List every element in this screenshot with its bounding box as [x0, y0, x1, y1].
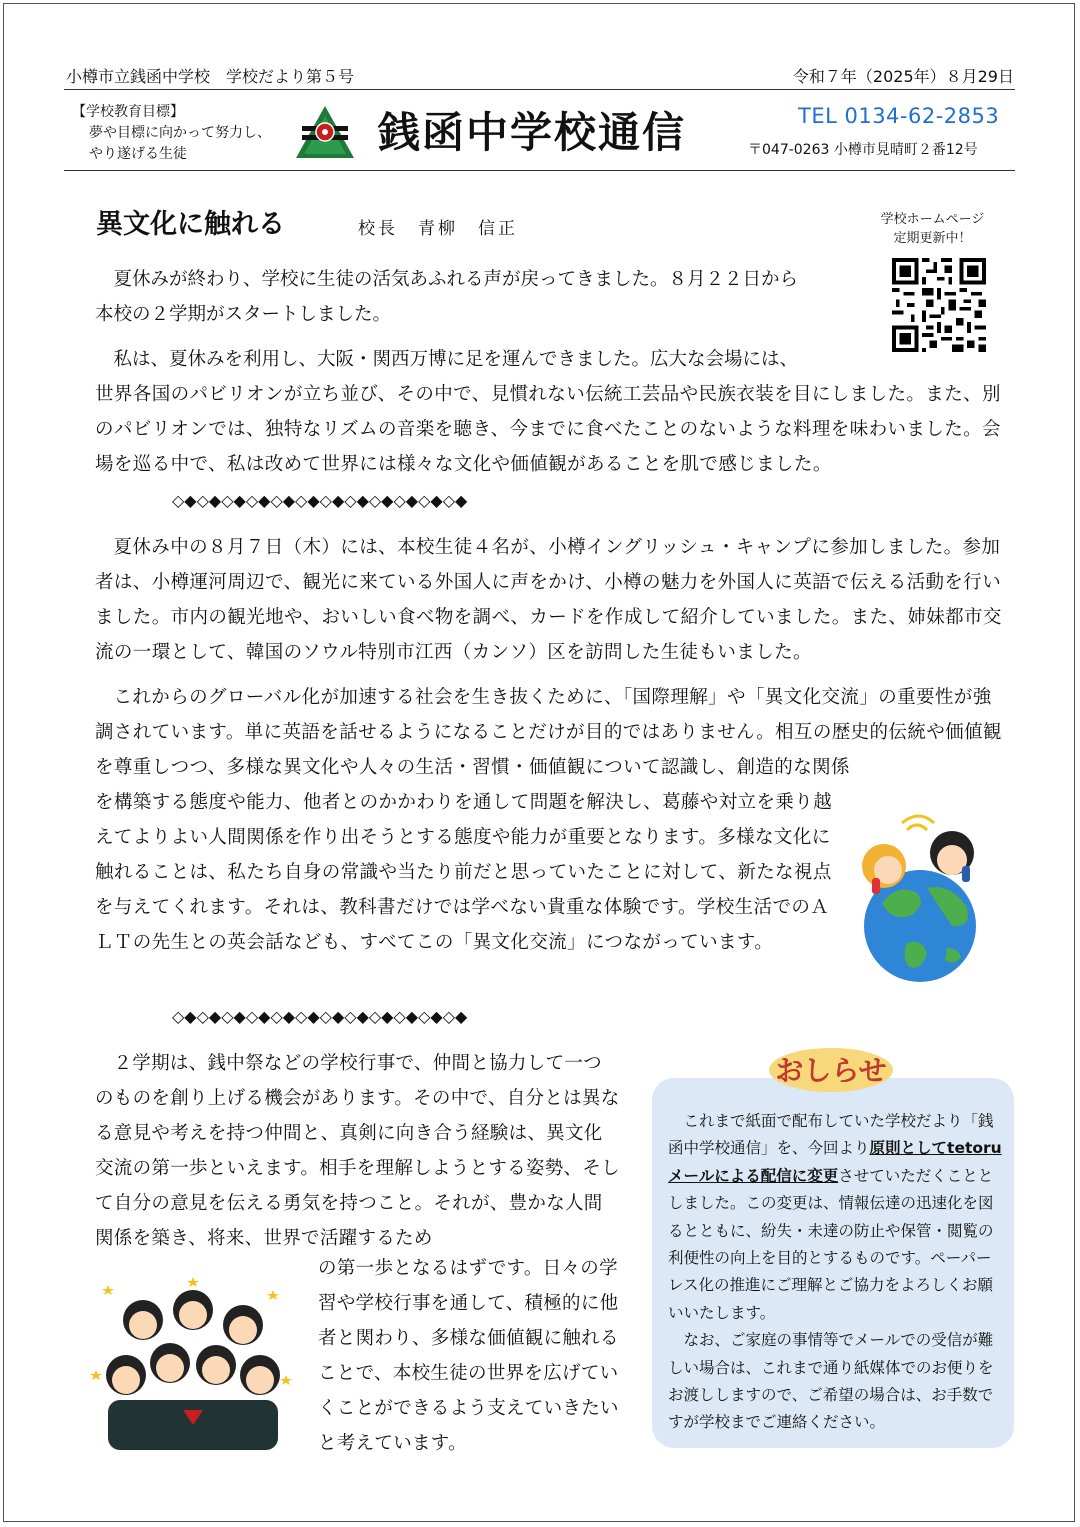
homepage-line-2: 定期更新中！ [893, 231, 972, 246]
qr-code-icon[interactable] [892, 258, 986, 352]
goal-line-1: 夢や目標に向かって努力し、 [89, 125, 271, 141]
paragraph-2-line-1: 私は、夏休みを利用し、大阪・関西万博に足を運んできました。広大な会場には、 [113, 349, 799, 370]
notice-p1-d: させていただくこととしました。この変更は、情報伝達の迅速化を図るとともに、紛失・未達の防止や保管・閲覧の利便性の向上を目的とするものです。ペーパーレス化の推進にご理解とご協力をよろしくお願いいたします。 [668, 1166, 994, 1322]
notice-p1-b: 原則として [869, 1139, 948, 1158]
goal-line-2: やり遂げる生徒 [89, 146, 187, 162]
paragraph-5-bottom [318, 1251, 620, 1461]
paragraph-4-top [95, 680, 1003, 785]
telephone: TEL 0134-62-2853 [798, 104, 1000, 128]
paragraph-5-top-body: ２学期は、銭中祭などの学校行事で、仲間と協力して一つのものを創り上げる機会があります。その中で、自分とは異なる意見や考えを持つ仲間と、真剣に向き合う経験は、異文化交流の第一歩といえます。相手を理解しようとする姿勢、そして自分の意見を伝える勇気を持つこと。それが、豊かな人間関係を築き、将来、世界で活躍するため [95, 1053, 620, 1249]
students-group-illustration-icon [88, 1275, 300, 1450]
article-author: 校長 青柳 信正 [358, 219, 518, 239]
newsletter-title: 銭函中学校通信 [378, 108, 687, 157]
article-heading: 異文化に触れる [96, 209, 285, 240]
header-bottom-rule [64, 170, 1015, 171]
paragraph-2 [95, 377, 1003, 482]
paragraph-1-line-2: 本校の２学期がスタートしました。 [95, 304, 392, 325]
paragraph-5-top [95, 1046, 620, 1256]
paragraph-3 [95, 530, 1003, 670]
notice-p1-a: これまで紙面で配布していた学校だより「銭函中学校通信」を、今回より [668, 1112, 994, 1158]
header-top-rule [64, 89, 1015, 90]
globe-phone-illustration-icon [852, 808, 987, 983]
address: 〒047-0263 小樽市見晴町２番12号 [748, 142, 978, 158]
notice-paragraph-2: なお、ご家庭の事情等でメールでの受信が難しい場合は、これまで通り紙媒体でのお便りをお渡ししますので、ご希望の場合は、お手数ですが学校までご連絡ください。 [668, 1331, 994, 1432]
school-emblem-icon [294, 104, 356, 160]
homepage-note [850, 210, 1015, 248]
paragraph-2-body: 世界各国のパビリオンが立ち並び、その中で、見慣れない伝統工芸品や民族衣装を目にしました。また、別のパビリオンでは、独特なリズムの音楽を聴き、今までに食べたことのないような料理を味わいました。会場を巡る中で、私は改めて世界には様々な文化や価値観があることを肌で感じました。 [95, 384, 1001, 475]
notice-body [668, 1108, 1002, 1437]
paragraph-1-line-1: 夏休みが終わり、学校に生徒の活気あふれる声が戻ってきました。８月２２日から [113, 269, 799, 290]
paragraph-1 [95, 262, 865, 332]
paragraph-3-body: 夏休み中の８月７日（木）には、本校生徒４名が、小樽イングリッシュ・キャンプに参加しました。参加者は、小樽運河周辺で、観光に来ている外国人に声をかけ、小樽の魅力を外国人に英語で伝える活動を行いました。市内の観光地や、おいしい食べ物を調べ、カードを作成して紹介していました。また、姉妹都市交流の一環として、韓国のソウル特別市江西（カンソ）区を訪問した生徒もいました。 [95, 537, 1002, 663]
separator-2: ◇◆◇◆◇◆◇◆◇◆◇◆◇◆◇◆◇◆◇◆◇◆◇◆ [172, 1007, 468, 1026]
notice-p1-c: tetoruメールによる配信に変更 [668, 1139, 1002, 1185]
notice-badge-label: おしらせ [775, 1054, 887, 1087]
paragraph-2-first-line [95, 342, 865, 377]
paragraph-4-top-body: これからのグローバル化が加速する社会を生き抜くために、「国際理解」や「異文化交流」の重要性が強調されています。単に英語を話せるようになることだけが目的ではありません。相互の歴史的伝統や価値観を尊重しつつ、多様な異文化や人々の生活・習慣・価値観について認識し、創造的な関係 [95, 687, 1002, 778]
goal-title: 【学校教育目標】 [72, 104, 184, 120]
separator-1: ◇◆◇◆◇◆◇◆◇◆◇◆◇◆◇◆◇◆◇◆◇◆◇◆ [172, 491, 468, 510]
homepage-line-1: 学校ホームページ [880, 212, 985, 227]
paragraph-4-bottom-body: を構築する態度や能力、他者とのかかわりを通して問題を解決し、葛藤や対立を乗り越えてよりよい人間関係を作り出そうとする態度や能力が重要となります。多様な文化に触れることは、私たち自身の常識や当たり前だと思っていたことに対して、新たな視点を与えてくれます。それは、教科書だけでは学べない貴重な体験です。学校生活でのＡＬＴの先生との英会話なども、すべてこの「異文化交流」につながっています。 [95, 792, 833, 953]
issue-date: 令和７年（2025年）８月29日 [792, 67, 1014, 86]
school-goal [72, 102, 271, 165]
notice-paragraph-1 [668, 1108, 1002, 1327]
school-issue: 小樽市立銭函中学校 学校だより第５号 [66, 67, 355, 86]
paragraph-4-bottom [95, 785, 835, 960]
paragraph-5-bottom-body: の第一歩となるはずです。日々の学習や学校行事を通して、積極的に他者と関わり、多様な価値観に触れることで、本校生徒の世界を広げていくことができるよう支えていきたいと考えています。 [318, 1258, 619, 1454]
notice-badge [766, 1045, 896, 1095]
